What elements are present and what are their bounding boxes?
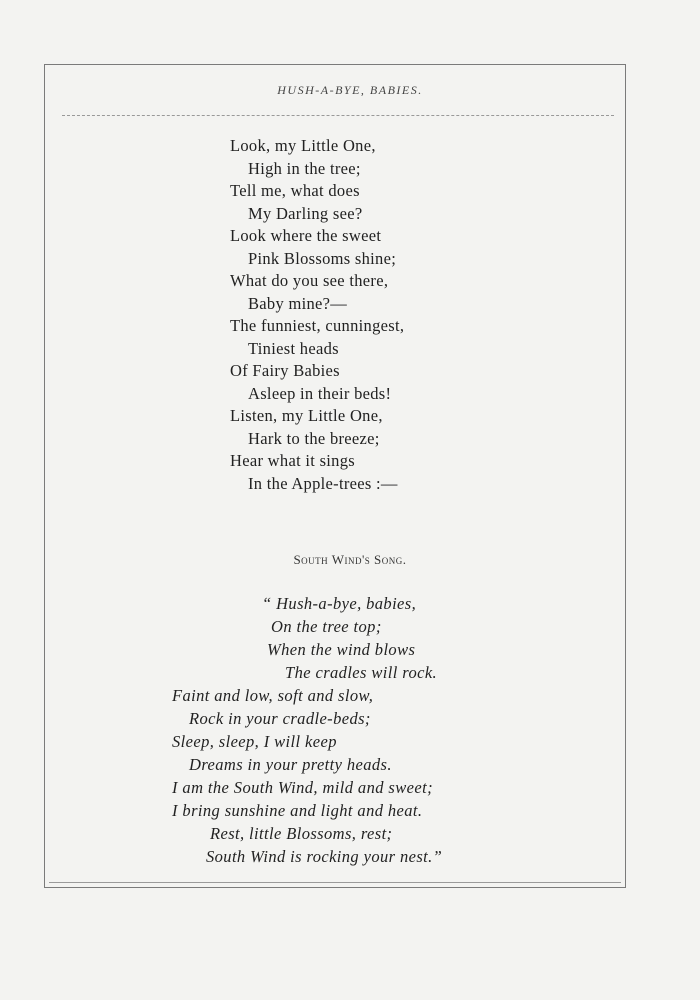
song-line: “ Hush-a-bye, babies, [262,594,417,613]
poem-line: Hark to the breeze; [248,429,380,448]
poem-line: Tell me, what does [230,181,360,200]
song-line: When the wind blows [267,640,416,659]
song-line: Sleep, sleep, I will keep [172,732,337,751]
poem-line: In the Apple-trees :— [248,474,398,493]
song-line: I bring sunshine and light and heat. [172,801,423,820]
song-line: South Wind is rocking your nest.” [206,847,443,866]
song-line: On the tree top; [271,617,382,636]
poem-line: Look where the sweet [230,226,382,245]
poem-line: Baby mine?— [248,294,348,313]
poem-line: Listen, my Little One, [230,406,383,425]
poem-line: Pink Blossoms shine; [248,249,397,268]
running-head: HUSH-A-BYE, BABIES. [277,83,423,97]
song-line: Rest, little Blossoms, rest; [210,824,393,843]
song-line: The cradles will rock. [285,663,438,682]
song-line: Faint and low, soft and slow, [172,686,374,705]
song-line: Rock in your cradle-beds; [189,709,371,728]
header-rule [62,115,614,116]
song-line: I am the South Wind, mild and sweet; [172,778,433,797]
song-title [0,552,700,568]
poem-line: Tiniest heads [248,339,339,358]
song-title-text: South Wind's Song. [293,552,407,567]
poem-line: Look, my Little One, [230,136,376,155]
poem-line: Asleep in their beds! [248,384,392,403]
poem-line: Hear what it sings [230,451,356,470]
poem-line: What do you see there, [230,271,389,290]
poem-line: High in the tree; [248,159,361,178]
poem-line: The funniest, cunningest, [230,316,405,335]
song-line: Dreams in your pretty heads. [189,755,392,774]
poem-line: Of Fairy Babies [230,361,340,380]
poem-line: My Darling see? [248,204,363,223]
